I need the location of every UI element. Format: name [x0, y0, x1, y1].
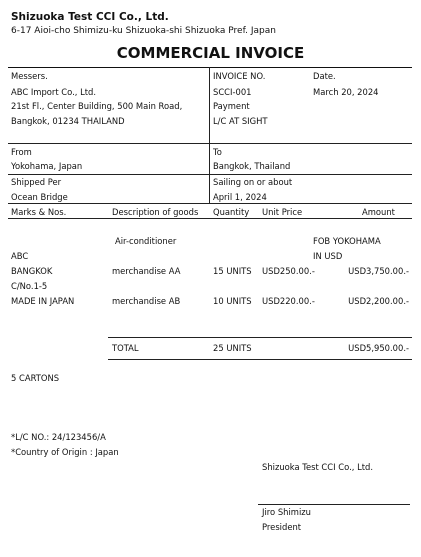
divider-header-bottom [8, 218, 412, 219]
shipping-mark-line: ABC [11, 251, 29, 261]
shipped-per-label: Shipped Per [11, 177, 62, 187]
divider-from [8, 143, 412, 144]
divider-shipped [8, 174, 412, 175]
total-label: TOTAL [112, 343, 139, 353]
divider-total-top [108, 337, 412, 338]
company-name: Shizuoka Test CCI Co., Ltd. [11, 11, 169, 23]
item-description: merchandise AB [112, 296, 181, 306]
header-amount: Amount [362, 207, 395, 217]
total-amount: USD5,950.00.- [348, 343, 409, 353]
to-value: Bangkok, Thailand [213, 161, 291, 171]
header-marks: Marks & Nos. [11, 207, 67, 217]
header-unit-price: Unit Price [262, 207, 303, 217]
shipping-mark-line: MADE IN JAPAN [11, 296, 75, 306]
shipped-per-value: Ocean Bridge [11, 192, 68, 202]
column-divider [209, 67, 210, 203]
signer-name: Jiro Shimizu [262, 507, 311, 517]
messers-label: Messers. [11, 71, 48, 81]
signer-title: President [262, 522, 302, 532]
from-label: From [11, 147, 32, 157]
table-top-border [8, 67, 412, 68]
item-quantity: 10 UNITS [213, 296, 252, 306]
sailing-label: Sailing on or about [213, 177, 293, 187]
item-unit-price: USD220.00.- [262, 296, 315, 306]
currency-terms: IN USD [313, 251, 343, 261]
shipping-mark-line: BANGKOK [11, 266, 53, 276]
payment-value: L/C AT SIGHT [213, 116, 268, 126]
item-quantity: 15 UNITS [213, 266, 252, 276]
company-address: 6-17 Aioi-cho Shimizu-ku Shizuoka-shi Shizuoka Pref. Japan [11, 26, 276, 36]
header-description: Description of goods [112, 207, 199, 217]
invoice-no-value: SCCI-001 [213, 87, 252, 97]
date-label: Date. [313, 71, 336, 81]
consignee-address-1: 21st Fl., Center Building, 500 Main Road, [11, 101, 183, 111]
item-amount: USD3,750.00.- [348, 266, 409, 276]
from-value: Yokohama, Japan [11, 161, 83, 171]
shipping-mark-line: C/No.1-5 [11, 281, 48, 291]
trade-terms: FOB YOKOHAMA [313, 236, 381, 246]
item-amount: USD2,200.00.- [348, 296, 409, 306]
payment-label: Payment [213, 101, 250, 111]
divider-header-top [8, 203, 412, 204]
signature-line [258, 504, 410, 505]
to-label: To [213, 147, 222, 157]
cartons-count: 5 CARTONS [11, 373, 60, 383]
lc-number: *L/C NO.: 24/123456/A [11, 432, 106, 442]
signature-company: Shizuoka Test CCI Co., Ltd. [262, 462, 373, 472]
header-quantity: Quantity [213, 207, 250, 217]
consignee-name: ABC Import Co., Ltd. [11, 87, 97, 97]
date-value: March 20, 2024 [313, 87, 379, 97]
divider-total-bottom [108, 359, 412, 360]
invoice-no-label: INVOICE NO. [213, 71, 266, 81]
country-of-origin: *Country of Origin : Japan [11, 447, 119, 457]
sailing-value: April 1, 2024 [213, 192, 267, 202]
document-title: COMMERCIAL INVOICE [116, 44, 305, 62]
total-quantity: 25 UNITS [213, 343, 252, 353]
goods-title: Air-conditioner [115, 236, 177, 246]
item-unit-price: USD250.00.- [262, 266, 315, 276]
consignee-address-2: Bangkok, 01234 THAILAND [11, 116, 125, 126]
item-description: merchandise AA [112, 266, 181, 276]
